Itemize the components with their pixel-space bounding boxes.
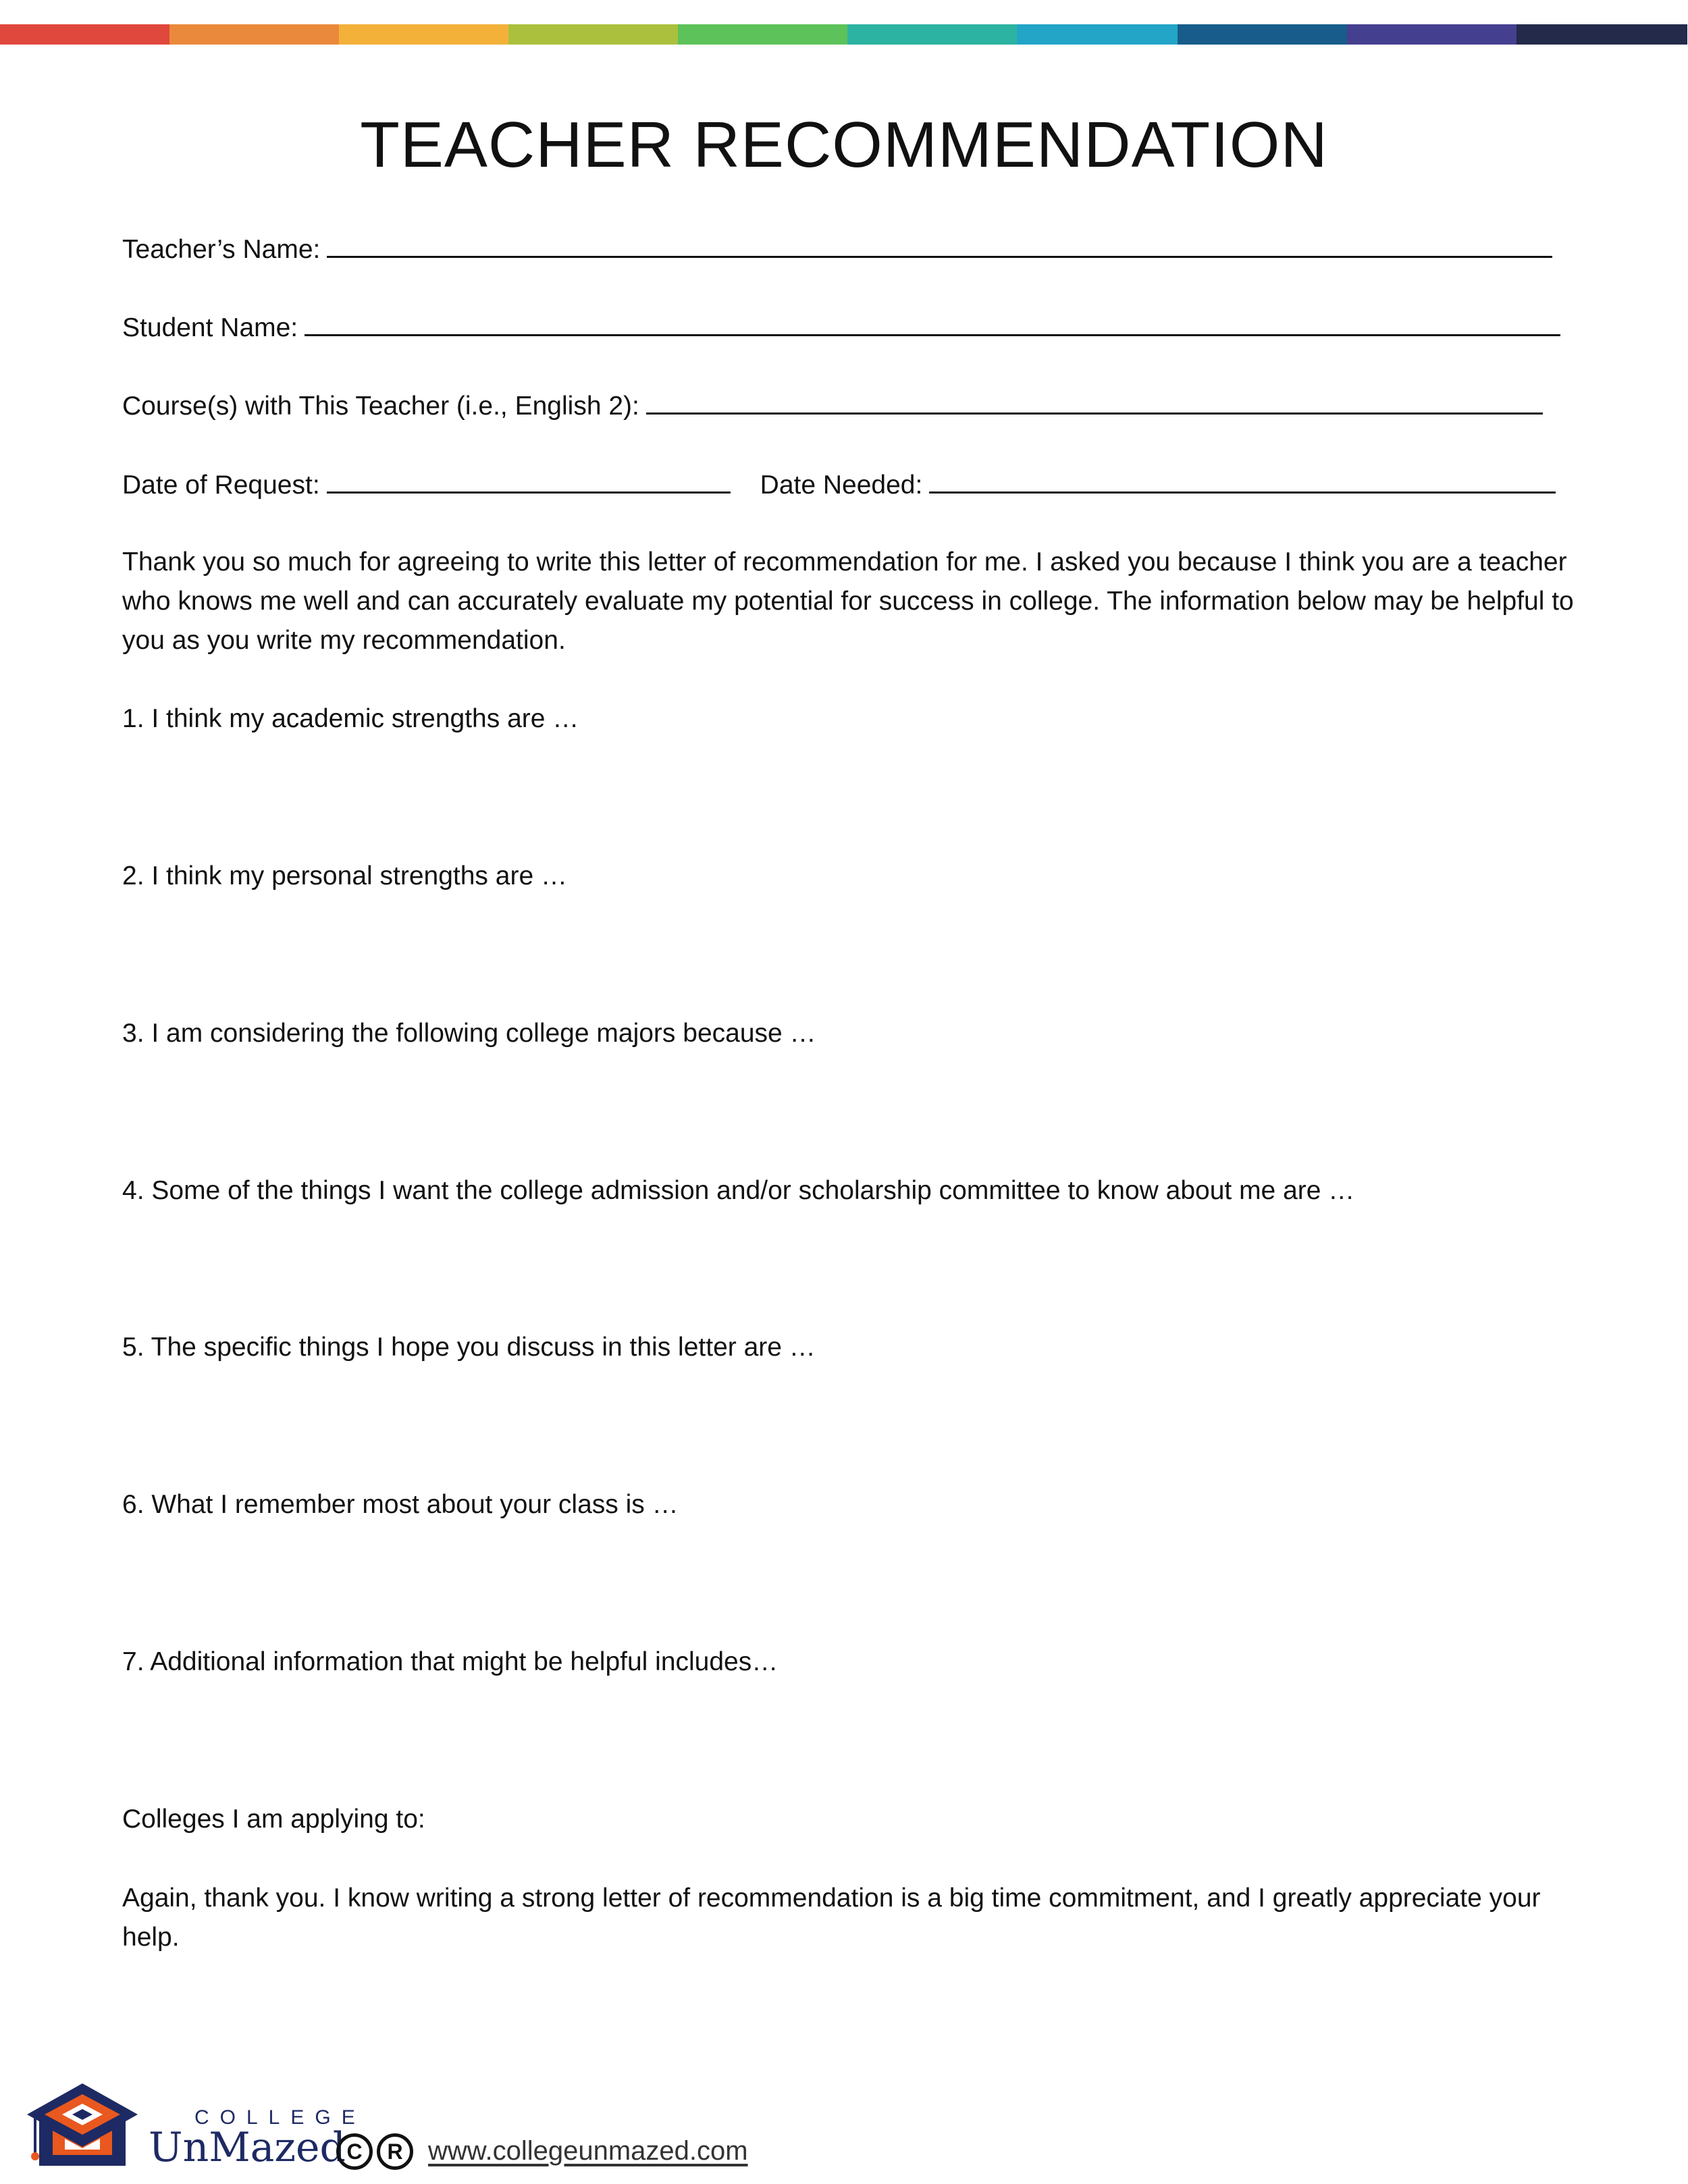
teacher-name-label: Teacher’s Name:	[122, 235, 321, 264]
teacher-name-row	[122, 232, 1552, 266]
website-link[interactable]: www.collegeunmazed.com	[428, 2136, 748, 2166]
question-7: 7. Additional information that might be helpful includes…	[122, 1647, 779, 1676]
date-of-request-field[interactable]	[327, 467, 731, 494]
license-icons	[336, 2133, 413, 2170]
logo-brand-name: UnMazed	[149, 2124, 346, 2171]
stripe-segment	[1017, 24, 1178, 45]
question-5: 5. The specific things I hope you discuss in this letter are …	[122, 1333, 816, 1362]
stripe-segment	[678, 24, 847, 45]
stripe-segment	[1347, 24, 1516, 45]
page-title: TEACHER RECOMMENDATION	[360, 109, 1328, 181]
question-6: 6. What I remember most about your class is …	[122, 1490, 679, 1519]
stripe-segment	[169, 24, 339, 45]
courses-row	[122, 388, 1543, 423]
dates-row	[122, 467, 1556, 502]
teacher-name-field[interactable]	[327, 232, 1552, 258]
date-needed-label: Date Needed:	[760, 471, 923, 500]
courses-label: Course(s) with This Teacher (i.e., English 2):	[122, 392, 639, 421]
stripe-segment	[1516, 24, 1687, 45]
copyright-icon: C	[336, 2133, 373, 2170]
stripe-segment	[508, 24, 678, 45]
question-1: 1. I think my academic strengths are …	[122, 704, 579, 733]
question-3: 3. I am considering the following college majors because …	[122, 1019, 816, 1048]
date-needed-field[interactable]	[929, 467, 1556, 494]
date-of-request-label: Date of Request:	[122, 471, 320, 500]
footer	[26, 2079, 836, 2171]
courses-field[interactable]	[646, 388, 1543, 415]
color-stripe-bar	[0, 24, 1688, 45]
colleges-label: Colleges I am applying to:	[122, 1805, 425, 1834]
student-name-label: Student Name:	[122, 313, 298, 342]
stripe-segment	[1178, 24, 1347, 45]
student-name-row	[122, 310, 1560, 344]
intro-paragraph: Thank you so much for agreeing to write this letter of recommendation for me. I asked you because I think you are a teacher who knows me well and can accurately evaluate my potential for success in college. The information below may be helpful to you as you write my recommendation.	[122, 548, 1574, 655]
stripe-segment	[0, 24, 169, 45]
college-unmazed-logo-icon	[26, 2079, 147, 2167]
question-2: 2. I think my personal strengths are …	[122, 861, 567, 890]
stripe-segment	[339, 24, 508, 45]
stripe-segment	[847, 24, 1017, 45]
logo-college-text: COLLEGE	[194, 2106, 366, 2129]
closing-paragraph: Again, thank you. I know writing a strong letter of recommendation is a big time commitment, and I greatly appreciate your help.	[122, 1884, 1541, 1952]
student-name-field[interactable]	[305, 310, 1560, 336]
question-4: 4. Some of the things I want the college admission and/or scholarship committee to know about me are …	[122, 1176, 1355, 1205]
registered-icon: R	[377, 2133, 413, 2170]
